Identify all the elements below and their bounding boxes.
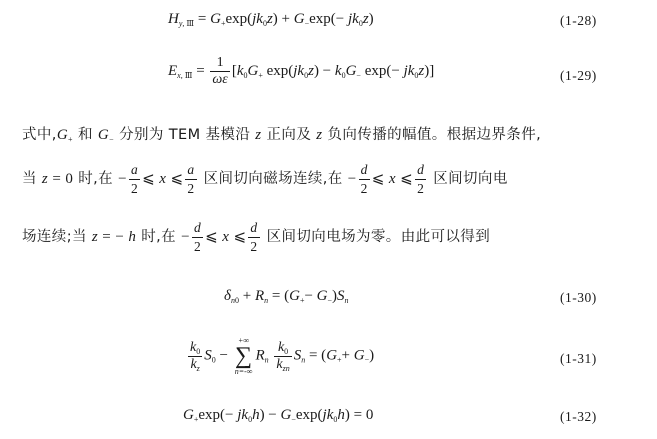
text: 负向传播的幅值。根据边界条件,	[327, 127, 542, 143]
equation-1-28: $H_{y, Ⅲ} = G_+\exp(jk_0z) + G_-\exp(- jk_0z)$	[168, 11, 374, 28]
summation: +∞ ∑ n=-∞	[234, 336, 253, 376]
text: 场连续;当	[22, 228, 87, 245]
equation-1-29: $E_{x, Ⅲ}$ = $\frac{1}{\omega\varepsilon}$ [$k_0G_+$ $\exp(jk_0z) - k_0G_-$ $\exp(- jk_0z)$]	[168, 55, 435, 87]
paragraph-line-3: 场连续;当 z = − h 时,在 − $\frac{d}{2}$ ⩽ x ⩽ $\frac{d}{2}$ 区间切向电场为零。由此可以得到	[22, 220, 491, 254]
equation-1-30: $\delta_{n0} + R_n = (G_+- G_-)S_n$	[224, 288, 349, 305]
sum-upper-limit: +∞	[238, 336, 250, 345]
text: 和	[77, 127, 93, 143]
sum-lower-limit: n=-∞	[234, 367, 253, 376]
equation-number: (1-30)	[560, 290, 597, 305]
equation-number: (1-28)	[560, 13, 597, 28]
paragraph-line-1: 式中$,G_+$ 和 $G_-$ 分别为 TEM 基模沿 z 正向及 z 负向传播的幅值。根据边界条件,	[22, 127, 542, 144]
text: 式中,	[22, 127, 57, 143]
text: 区间切向磁场连续,在	[203, 170, 343, 187]
text: 区间切向电场为零。由此可以得到	[266, 228, 491, 245]
text: 正向及	[266, 127, 312, 143]
paragraph-line-2: 当 z = 0 时,在 − $\frac{a}{2}$ ⩽ x ⩽ $\frac{a}{2}$ 区间切向磁场连续,在 − $\frac{d}{2}$ ⩽ x ⩽ $\frac{d}{2}$ 区间切向电	[22, 162, 508, 196]
fraction	[210, 56, 229, 87]
fraction-numerator: 1	[216, 55, 224, 70]
text: 时,在	[141, 228, 177, 245]
text: 区间切向电	[433, 170, 508, 187]
text: 分别为 TEM 基模沿	[119, 127, 251, 143]
text: 当	[22, 170, 37, 187]
equation-number: (1-32)	[560, 409, 597, 424]
equation-number: (1-29)	[560, 68, 597, 83]
equation-1-31: $\frac{k_0}{k_z}$ $S_0$ − +∞ ∑ n=-∞ $R_n$ $\frac{k_0}{k_{zn}}$ $S_n = (G_++ G_-)$	[190, 336, 375, 376]
fraction-denominator: ωε	[212, 72, 228, 87]
equation-number: (1-31)	[560, 351, 597, 366]
text: 时,在	[78, 170, 114, 187]
equation-1-32: $G_+\exp(- jk_0h) - G_-\exp(jk_0h) = 0$	[183, 407, 374, 424]
